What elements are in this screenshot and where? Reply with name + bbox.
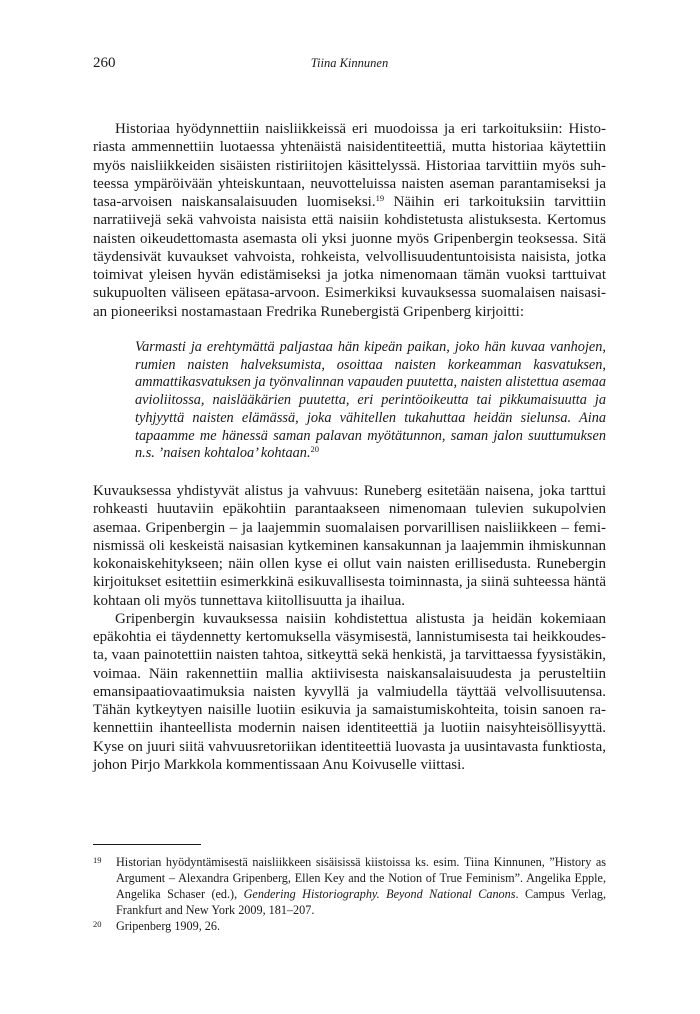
page-number: 260 [93, 55, 116, 71]
paragraph-1 [93, 120, 606, 321]
running-head [93, 55, 606, 75]
footnote-19 [93, 854, 606, 918]
footnotes [93, 854, 606, 934]
footnote-number: 19 [93, 855, 102, 865]
footnote-text: Gripenberg 1909, 26. [116, 919, 221, 933]
footnote-title-italic: Gendering Historiography. Beyond National Canons [243, 887, 516, 901]
paragraph-1-text-a: Historiaa hyödynnettiin naisliikkeissä eri muodoissa ja eri tarkoituksiin: Historiasta ammennettiin luotaessa yhtenäistä naisidentiteettiä, mutta historiaa käytettiin myös naisliikkeiden sisäisten ristiriitojen käsittelyssä. Historiaa tarvittiin myös suhteessa ympäröivään yhteiskuntaan, neuvotteluissa naisten aseman parantamiseksi ja tasa-arvoisen naiskansalaisuuden luomiseksi. [93, 121, 606, 210]
main-text [93, 120, 606, 774]
running-author: Tiina Kinnunen [310, 56, 389, 70]
footnote-number: 20 [93, 919, 102, 929]
block-quote-text: Varmasti ja erehtymättä paljastaa hän kipeän paikan, joko hän kuvaa vanhojen, rumien naisten halveksumista, osoittaa naisten korkeamman kasvatuksen, ammattikasvatuksen ja työnvalinnan vapauden puutetta, naisten alistettua asemaa avioliitossa, naislääkärien puutetta, eri perintöoikeutta tai pikkumaisuutta ja tyhjyyttä naisten elämässä, joka vähitellen tukahuttaa heidän sielunsa. Aina tapaamme me hänessä saman palavan myötätunnon, saman jalon suuttumuksen n.s. ’naisen kohtaloa’ kohtaan. [135, 338, 606, 462]
footnote-ref-19[interactable]: 19 [375, 193, 385, 203]
footnote-text: Historian hyödyntämisestä naisliikkeen sisäisissä kiistoissa ks. esim. Tiina Kinnunen, ”History as Argument – Alexandra Gripenberg, Ellen Key and the Notion of True Feminism”. Angelika Epple, Angelika Schaser (ed.), [116, 855, 606, 901]
paragraph-1-text-b: Näihin eri tarkoituksiin tarvittiin narratiivejä sekä vahvoista naisista että naisiin kohdistetusta alistuksesta. Kertomus naisten oikeudettomasta asemasta oli yksi juonne myös Gripenbergin teoksessa. Sitä täydensivät kuvaukset vahvoista, rohkeista, velvollisuudentuntoisista naisista, jotka toimivat yleisen hyvän edistämiseksi ja jotka nimenomaan tämän vuoksi tarttuivat sukupuolten väliseen epätasa-arvoon. Esimerkiksi kuvauksessa suomalaisen naisasian pioneeriksi nostamastaan Fredrika Runebergistä Gripenberg kirjoitti: [93, 194, 606, 320]
paragraph-3: Gripenbergin kuvauksessa naisiin kohdistettua alistusta ja heidän kokemiaan epäkohtia ei täydennetty kertomuksella väsymisestä, lannistumisesta tai heikkoudesta, vaan painotettiin naisten tahtoa, sitkeyttä sekä henkistä, ja tarvittaessa fyysistäkin, voimaa. Näin rakennettiin mallia aktiivisesta naiskansalaisuudesta ja perusteltiin emansipaatiovaatimuksia naisten kyvyllä ja valmiudella täyttää velvollisuutensa. Tähän kytkeytyen naisille luotiin esikuvia ja samaistumiskohteita, toisin sanoen rakennettiin ihanteellista modernin naisen identiteettiä ja luotiin naisyhteisöllisyyttä. Kyse on juuri siitä vahvuusretoriikan identiteettiä luovasta ja uusintavasta funktiosta, johon Pirjo Markkola kommentissaan Anu Koivuselle viittasi. [93, 610, 606, 773]
footnote-text-end: . Campus Verlag, Frankfurt and New York 2009, 181–207. [116, 887, 606, 917]
footnote-divider [93, 844, 201, 845]
footnote-ref-20[interactable]: 20 [310, 444, 320, 455]
footnote-20 [93, 918, 606, 934]
paragraph-2: Kuvauksessa yhdistyvät alistus ja vahvuus: Runeberg esitetään naisena, joka tarttui rohkeasti huutaviin epäkohtiin parantaakseen nimenomaan tulevien sukupolvien asemaa. Gripenbergin – ja laajemmin suomalaisen porvarillisen naisliikkeen – feminismissä oli keskeistä naisasian kytkeminen kansakunnan ja laajemmin ihmiskunnan kokonaiskehitykseen; näin ollen kyse ei ollut vain naisten erillisedusta. Runebergin kirjoitukset esitettiin esimerkkinä esikuvallisesta toiminnasta, ja siinä suhteessa häntä kohtaan oli myös tunnettava kiitollisuutta ja ihailua. [93, 483, 606, 609]
block-quote [93, 339, 606, 463]
